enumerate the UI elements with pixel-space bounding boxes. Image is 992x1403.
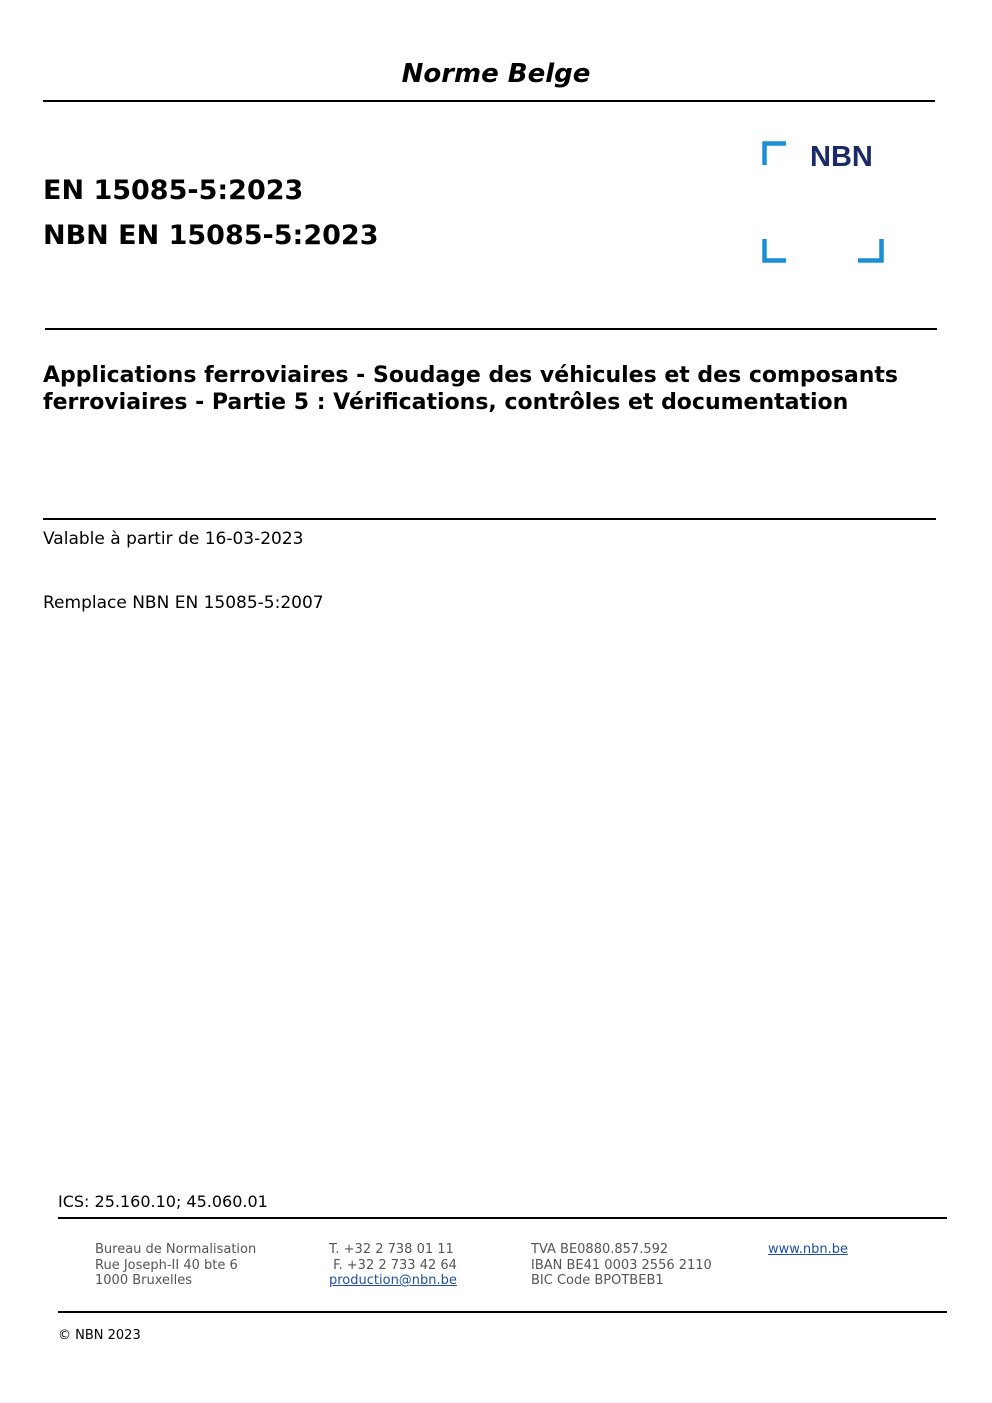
footer-contact (329, 1242, 457, 1289)
title-bottom-divider (43, 518, 936, 520)
header-divider (43, 100, 935, 102)
address-line-3: 1000 Bruxelles (95, 1273, 193, 1288)
logo-corner-bottom-left (765, 239, 787, 261)
ics-codes: ICS: 25.160.10; 45.060.01 (58, 1192, 268, 1211)
logo-corner-bottom-right (858, 239, 882, 261)
address-line-1: Bureau de Normalisation (95, 1242, 257, 1257)
email-link[interactable]: production@nbn.be (329, 1273, 457, 1288)
logo-corner-top-left (765, 144, 787, 166)
logo-text: NBN (810, 141, 873, 173)
footer-address (95, 1242, 256, 1289)
copyright-notice: © NBN 2023 (58, 1328, 141, 1343)
footer-bank-details (531, 1242, 712, 1289)
phone-number: T. +32 2 738 01 11 (329, 1242, 454, 1257)
nbn-standard-number: NBN EN 15085-5:2023 (43, 220, 379, 251)
footer-bottom-divider (58, 1311, 947, 1313)
footer-website (768, 1242, 848, 1258)
replaces-standard: Remplace NBN EN 15085-5:2007 (43, 593, 324, 613)
website-link[interactable]: www.nbn.be (768, 1242, 848, 1257)
vat-number: TVA BE0880.857.592 (531, 1242, 669, 1257)
bic-code: BIC Code BPOTBEB1 (531, 1273, 664, 1288)
document-title: Applications ferroviaires - Soudage des véhicules et des composants ferroviaires - Partie 5 : Vérifications, contrôles et documentation (43, 363, 898, 415)
title-top-divider (45, 328, 937, 330)
address-line-2: Rue Joseph-II 40 bte 6 (95, 1257, 238, 1273)
nbn-logo (762, 141, 886, 265)
fax-number: F. +32 2 733 42 64 (329, 1257, 457, 1273)
valid-from-date: Valable à partir de 16-03-2023 (43, 529, 304, 549)
en-standard-number: EN 15085-5:2023 (43, 175, 304, 206)
iban-number: IBAN BE41 0003 2556 2110 (531, 1257, 712, 1273)
footer-top-divider (58, 1217, 947, 1219)
page-header-title: Norme Belge (401, 59, 591, 89)
